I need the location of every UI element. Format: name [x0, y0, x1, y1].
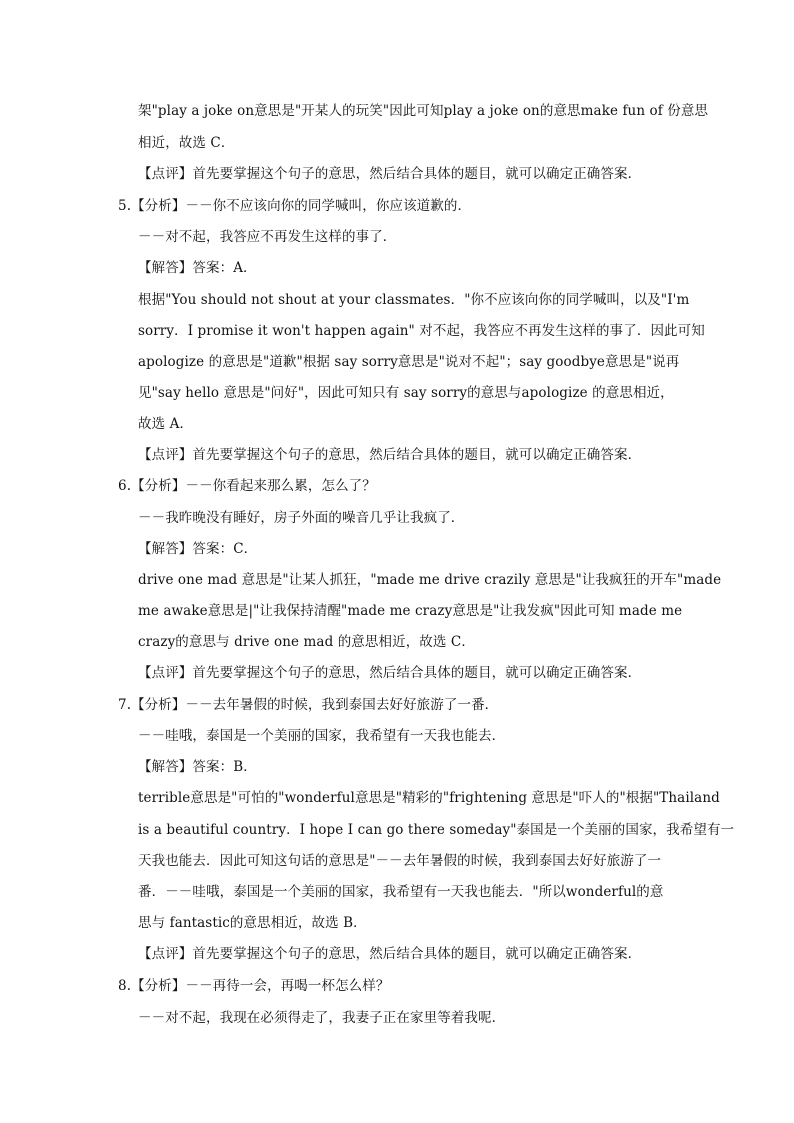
dialogue-line: －－对不起，我答应不再发生这样的事了．: [138, 229, 397, 245]
dialogue-line: －－哇哦，泰国是一个美丽的国家，我希望有一天我也能去．: [138, 728, 506, 744]
text-line: 思与 fantastic的意思相近，故选 B．: [138, 915, 367, 931]
text-line: sorry．I promise it won't happen again" 对不起，我答应不再发生这样的事了．因此可知: [138, 323, 705, 339]
text-line: is a beautiful country．I hope I can go there someday"泰国是一个美丽的国家，我希望有一: [138, 822, 735, 838]
answer-line: 【解答】答案：B．: [138, 759, 257, 775]
text-line: 天我也能去．因此可知这句话的意思是"－－去年暑假的时候，我到泰国去好好旅游了一: [138, 853, 662, 869]
text-line: terrible意思是"可怕的"wonderful意思是"精彩的"frightening 意思是"吓人的"根据"Thailand: [138, 790, 720, 806]
text-line: crazy的意思与 drive one mad 的意思相近，故选 C．: [138, 634, 475, 650]
dialogue-line: －－对不起，我现在必须得走了，我妻子正在家里等着我呢．: [138, 1010, 506, 1026]
question-5-analysis: 5.【分析】－－你不应该向你的同学喊叫，你应该道歉的．: [118, 198, 472, 214]
comment-line: 【点评】首先要掌握这个句子的意思，然后结合具体的题目，就可以确定正确答案．: [138, 447, 642, 463]
comment-line: 【点评】首先要掌握这个句子的意思，然后结合具体的题目，就可以确定正确答案．: [138, 946, 642, 962]
question-7-analysis: 7.【分析】－－去年暑假的时候，我到泰国去好好旅游了一番．: [118, 697, 499, 713]
question-8-analysis: 8.【分析】－－再待一会，再喝一杯怎么样？: [118, 978, 390, 994]
text-line: 见"say hello 意思是"问好"，因此可知只有 say sorry的意思与apologize 的意思相近，: [138, 385, 674, 401]
answer-line: 【解答】答案：A．: [138, 260, 257, 276]
comment-line: 【点评】首先要掌握这个句子的意思，然后结合具体的题目，就可以确定正确答案．: [138, 665, 642, 681]
text-line: drive one mad 意思是"让某人抓狂，"made me drive crazily 意思是"让我疯狂的开车"made: [138, 572, 722, 588]
answer-line: 【解答】答案：C．: [138, 541, 258, 557]
comment-line: 【点评】首先要掌握这个句子的意思，然后结合具体的题目，就可以确定正确答案．: [138, 166, 642, 182]
question-6-analysis: 6.【分析】－－你看起来那么累，怎么了？: [118, 478, 376, 494]
text-line: apologize 的意思是"道歉"根据 say sorry意思是"说对不起"；say goodbye意思是"说再: [138, 354, 680, 370]
text-line: 架"play a joke on意思是"开某人的玩笑"因此可知play a joke on的意思make fun of 份意思: [138, 103, 709, 119]
dialogue-line: －－我昨晚没有睡好，房子外面的噪音几乎让我疯了．: [138, 510, 465, 526]
text-line: 番．－－哇哦，泰国是一个美丽的国家，我希望有一天我也能去．"所以wonderful的意: [138, 884, 664, 900]
text-line: 相近，故选 C．: [138, 135, 235, 151]
text-line: 故选 A．: [138, 416, 194, 432]
text-line: me awake意思是|"让我保持清醒"made me crazy意思是"让我发疯"因此可知 made me: [138, 603, 683, 619]
text-line: 根据"You should not shout at your classmates．"你不应该向你的同学喊叫，以及"I'm: [138, 292, 690, 308]
